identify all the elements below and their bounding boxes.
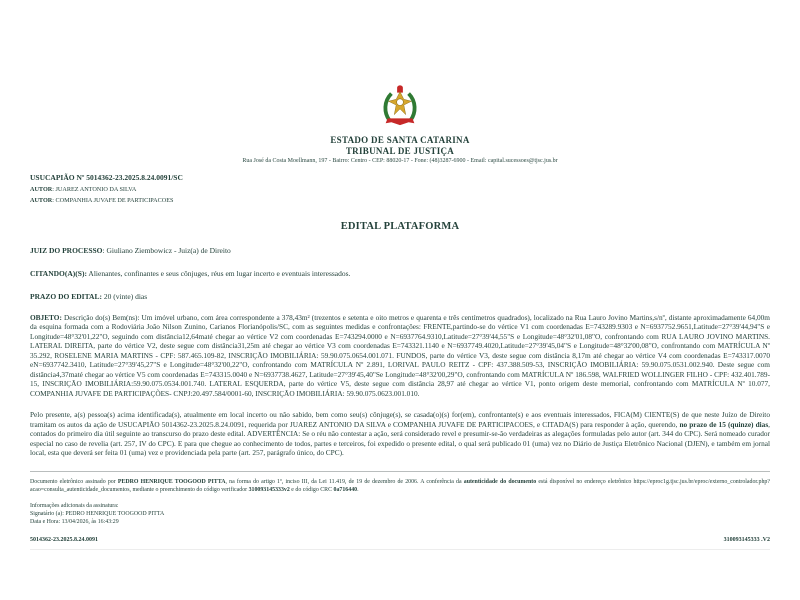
citation-deadline-bold: no prazo de 15 (quinze) dias bbox=[679, 419, 769, 429]
prazo-label: PRAZO DO EDITAL: bbox=[30, 292, 102, 301]
citando-value: Alienantes, confinantes e seus cônjuges, réus em lugar incerto e eventuais interessados. bbox=[86, 269, 351, 278]
sig-verification-code: 310093145333v2 bbox=[248, 487, 290, 494]
objeto-text: Descrição do(s) Bem(ns): Um imóvel urbano, com área correspondente a 378,43m² (trezentos e setenta e oito metros e quarenta e três centímetros quadrados), localizado na Rua Lauro Jovino Martins,s/nº, distante aproximadamente 64,00m da esquina formada com a Rodoviária João Nilson Zunino, Carianos Florianópolis/SC, com as seguintes medidas e confrontações: FRENTE,partindo-se do vértice V1 com coordenadas E=743289.9303 e N=6937752.9651,Latitude=27°39'44,94"S e Longitude=48°32'01,22"O, seguindo com distância12,64maté chegar ao vértice V2 com coordenadas E=743294.0000 e N=6937764.9310,Latitude=27°39'44,55"S e Longitude=48°32'01,08"O, confrontando com RUA LAURO JOVINO MARTINS. LATERAL DIREITA, parte do vértice V2, deste segue com distância31,25m até chegar ao vértice V3 com coordenadas E=743321.1140 e N=6937749.4020,Latitude=27°39'45,04"S e Longitude=48°32'00,08"O, confrontando com MATRÍCULA Nº 35.292, ROSELENE MARIA MARTINS - CPF: 587.465.109-82, INSCRIÇÃO IMOBILIÁRIA: 59.90.075.0654.001.071. FUNDOS, parte do vértice V3, deste segue com distância 8,17m até chegar ao vértice V4 com coordenadas E=743317.0070 eN=6937742.3410, Latitude=27°39'45,27"S e Longitude=48°32'00,22"O, confrontando com MATRÍCULA Nº 2.891, LORIVAL PAULO REITZ - CPF: 437.388.509-53, INSCRIÇÃO IMOBILIÁRIA: 59.90.075.0531.002.940. Deste segue com distância4,37maté chegar ao vértice V5 com coordenadas E=743315.0040 e N=6937738.4627, Latitude=27°39'45,40"Se Longitude=48°32'00,29"O, confrontando com MATRÍCULA Nº 186.598, WALFRIED WOLLINGER FILHO - CPF: 432.401.789-15, INSCRIÇÃO IMOBILIÁRIA:59.90.075.0534.001.740. LATERAL ESQUERDA, parte do vértice V5, deste segue com distância 28,97 até chegar ao vértice V1, ponto origem deste memorial, confrontando com MATRÍCULA Nº 10.077, COMPANHIA JUVAFE DE PARTICIPAÇÕES- CNPJ:20.497.584/0001-60, INSCRIÇÃO IMOBILIÁRIA: 59.90.075.0623.001.010. bbox=[30, 313, 770, 398]
signatory-line: Signatário (a): PEDRO HENRIQUE TOOGOOD PITTA bbox=[30, 511, 165, 518]
author-name: : COMPANHIA JUVAFE DE PARTICIPACOES bbox=[52, 197, 174, 204]
sig-authenticity-bold: autenticidade do documento bbox=[463, 478, 537, 485]
citando-label: CITANDO(A)(S): bbox=[30, 269, 87, 278]
footer-doc-version: 310093145333 .V2 bbox=[723, 537, 770, 544]
author-line-1 bbox=[30, 186, 770, 193]
signature-datetime: Data e Hora: 13/04/2026, às 16:43:29 bbox=[30, 519, 119, 526]
author-line-2 bbox=[30, 197, 770, 204]
citando-field bbox=[30, 269, 770, 278]
santa-catarina-coat-of-arms-icon bbox=[379, 84, 421, 128]
signature-separator bbox=[30, 471, 770, 472]
sig-crc-code: 0a716440 bbox=[333, 487, 358, 494]
author-label: AUTOR bbox=[30, 186, 53, 193]
footer-process-number: 5014362-23.2025.8.24.0091 bbox=[30, 537, 98, 544]
signature-note bbox=[30, 478, 770, 495]
prazo-field bbox=[30, 292, 770, 301]
sig-text-3: está disponível no endereço eletrônico https://eproc1g.tjsc.jus.br/eproc/externo_controlador.php?acao=consulta_autenticidade_documentos, mediante o preenchimento do código verificador bbox=[30, 478, 770, 494]
citation-paragraph bbox=[30, 410, 770, 457]
judge-label: JUIZ DO PROCESSO bbox=[30, 246, 103, 255]
sig-text-1: Documento eletrônico assinado por bbox=[30, 478, 118, 485]
page-bottom-separator bbox=[30, 549, 770, 550]
prazo-value: 20 (vinte) dias bbox=[101, 292, 148, 301]
state-name: ESTADO DE SANTA CATARINA bbox=[330, 135, 470, 145]
objeto-paragraph bbox=[30, 313, 770, 398]
author-label: AUTOR bbox=[30, 197, 53, 204]
footer-ids-row bbox=[30, 537, 770, 543]
sig-text-4: e do código CRC bbox=[289, 487, 334, 494]
author-name: : JUAREZ ANTONIO DA SILVA bbox=[52, 186, 137, 193]
signature-info-title: Informações adicionais da assinatura: bbox=[30, 503, 119, 510]
citation-text-1: Pelo presente, a(s) pessoa(s) acima identificada(s), atualmente em local incerto ou não sabido, bem como seu(s) cônjuge(s), se casada(o)(s) for(em), confrontante(s) e aos eventuais interessados, FICA(M) CIENTE(S) de que neste Juízo de Direito tramitam os autos da ação de USUCAPIÃO 5014362-23.2025.8.24.0091, requerida por JUAREZ ANTONIO DA SILVA e COMPANHIA JUVAFE DE PARTICIPACOES, e CITADA(S) para responder à ação, querendo, bbox=[30, 410, 770, 429]
sig-signer-name: PEDRO HENRIQUE TOOGOOD PITTA bbox=[117, 478, 226, 485]
court-address: Rua José da Costa Moellmann, 197 - Bairro: Centro - CEP: 88020-17 - Fone: (48)3287-6900 - Email: capital.sucessoes@tjsc.jus.br bbox=[242, 158, 558, 164]
sig-text-5: . bbox=[357, 487, 359, 494]
process-number-line: USUCAPIÃO Nº 5014362-23.2025.8.24.0091/SC bbox=[30, 173, 183, 182]
document-title: EDITAL PLATAFORMA bbox=[340, 221, 460, 232]
judge-field bbox=[30, 246, 770, 255]
objeto-label: OBJETO: bbox=[30, 313, 62, 322]
signature-info-block bbox=[30, 503, 770, 527]
citation-text-2: , contados do primeiro dia útil seguinte ao transcurso do prazo deste edital. ADVERTÊNCIA: Se o réu não contestar a ação, será considerado revel e presumir-se-ão verdadeiras as alegações formuladas pelo autor (art. 344 do CPC). Será nomeado curador especial no caso de revelia (art. 257, IV do CPC). E para que chegue ao conhecimento de todos, partes e terceiros, foi expedido o presente edital, o qual será publicado 01 (uma) vez no Diário de Justiça Eletrônico Nacional (DJEN), e também em jornal local, esta que deverá ser feita 01 (uma) vez e providenciada pela parte (art. 257, parágrafo único, do CPC). bbox=[30, 419, 770, 458]
sig-text-2: , na forma do artigo 1º, inciso III, da Lei 11.419, de 19 de dezembro de 2006. A conferência da bbox=[225, 478, 464, 485]
court-name: TRIBUNAL DE JUSTIÇA bbox=[345, 146, 455, 156]
judge-value: : Giuliano Ziembowicz - Juiz(a) de Direito bbox=[102, 246, 231, 255]
coat-of-arms-wrap bbox=[30, 84, 770, 133]
